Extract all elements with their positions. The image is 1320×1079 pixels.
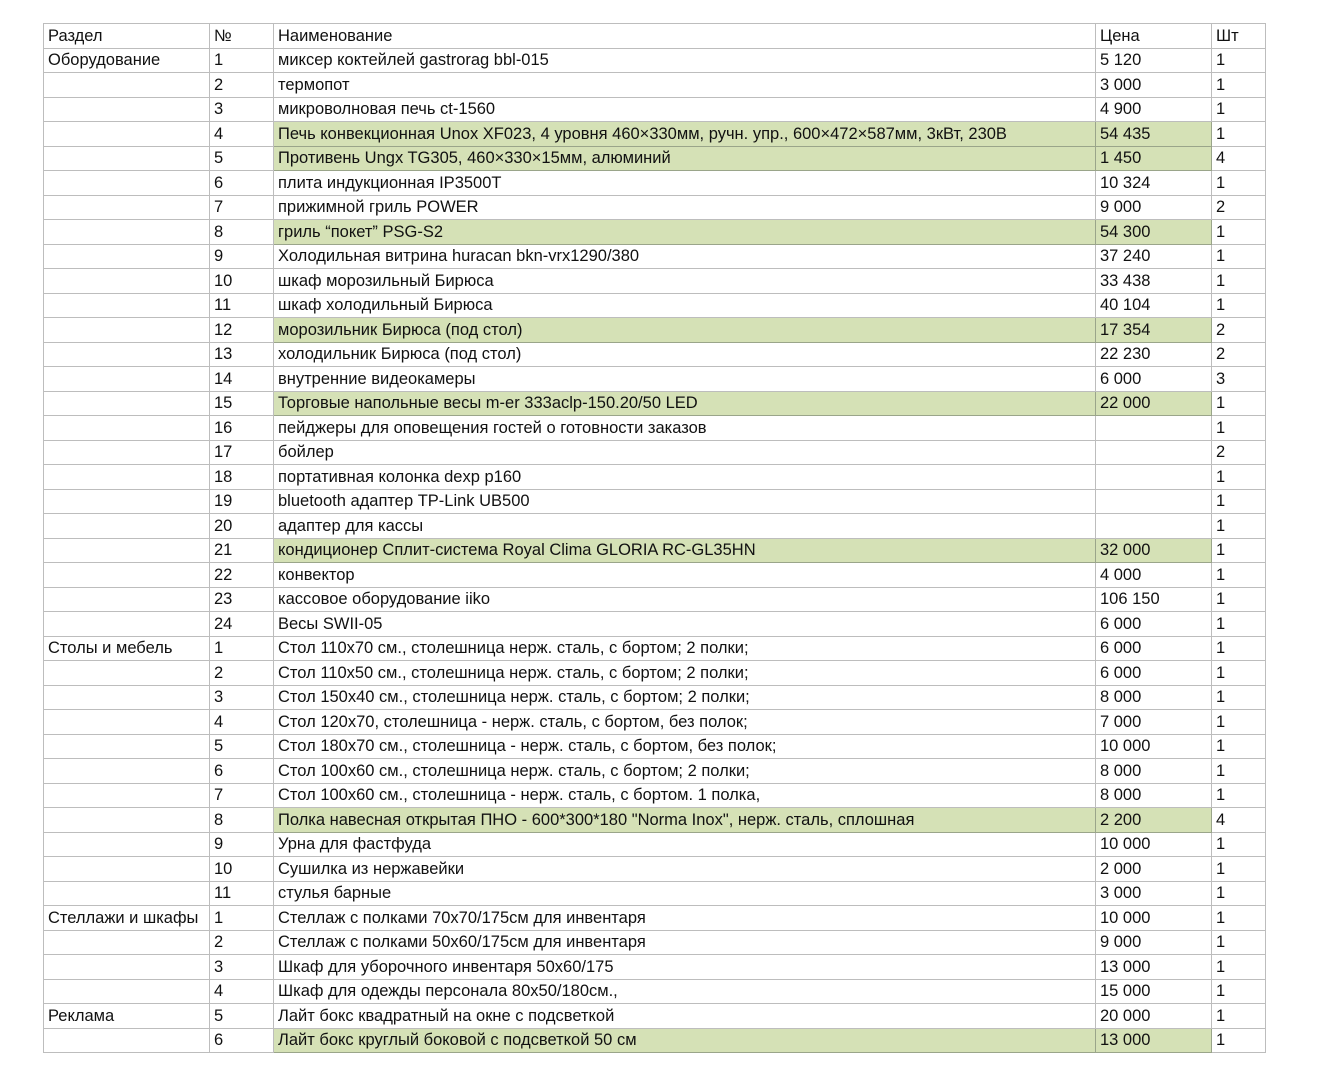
cell-section	[44, 416, 210, 441]
cell-number: 4	[210, 710, 274, 735]
cell-qty: 1	[1212, 955, 1266, 980]
cell-price: 54 300	[1096, 220, 1212, 245]
cell-name: прижимной гриль POWER	[274, 195, 1096, 220]
cell-name: кассовое оборудование iiko	[274, 587, 1096, 612]
cell-number: 8	[210, 808, 274, 833]
cell-number: 3	[210, 685, 274, 710]
header-section: Раздел	[44, 24, 210, 49]
cell-price: 40 104	[1096, 293, 1212, 318]
cell-qty: 1	[1212, 538, 1266, 563]
cell-qty: 1	[1212, 514, 1266, 539]
cell-price: 13 000	[1096, 1028, 1212, 1053]
cell-section	[44, 489, 210, 514]
table-row	[44, 122, 1266, 147]
cell-number: 4	[210, 979, 274, 1004]
cell-name: шкаф морозильный Бирюса	[274, 269, 1096, 294]
cell-price: 2 200	[1096, 808, 1212, 833]
table-row	[44, 220, 1266, 245]
table-row	[44, 342, 1266, 367]
cell-price: 17 354	[1096, 318, 1212, 343]
cell-section	[44, 465, 210, 490]
table-row	[44, 538, 1266, 563]
cell-number: 3	[210, 97, 274, 122]
cell-price: 6 000	[1096, 612, 1212, 637]
cell-name: микроволновая печь ct-1560	[274, 97, 1096, 122]
cell-section	[44, 146, 210, 171]
table-row	[44, 881, 1266, 906]
cell-price: 54 435	[1096, 122, 1212, 147]
cell-number: 6	[210, 171, 274, 196]
table-row	[44, 955, 1266, 980]
cell-number: 6	[210, 759, 274, 784]
table-row	[44, 244, 1266, 269]
table-row	[44, 48, 1266, 73]
cell-qty: 1	[1212, 930, 1266, 955]
table-row	[44, 489, 1266, 514]
cell-number: 2	[210, 930, 274, 955]
table-row	[44, 1004, 1266, 1029]
cell-price: 3 000	[1096, 73, 1212, 98]
cell-price: 9 000	[1096, 195, 1212, 220]
table-row	[44, 293, 1266, 318]
cell-qty: 1	[1212, 97, 1266, 122]
cell-qty: 1	[1212, 563, 1266, 588]
cell-qty: 1	[1212, 465, 1266, 490]
cell-name: Стол 100х60 см., столешница нерж. сталь, с бортом; 2 полки;	[274, 759, 1096, 784]
table-row	[44, 416, 1266, 441]
cell-section	[44, 808, 210, 833]
cell-number: 20	[210, 514, 274, 539]
cell-number: 1	[210, 48, 274, 73]
cell-price: 8 000	[1096, 759, 1212, 784]
cell-price: 20 000	[1096, 1004, 1212, 1029]
cell-section	[44, 955, 210, 980]
cell-name: Полка навесная открытая ПНО - 600*300*180 "Norma Inox", нерж. сталь, сплошная	[274, 808, 1096, 833]
cell-name: Лайт бокс квадратный на окне с подсветкой	[274, 1004, 1096, 1029]
table-row	[44, 97, 1266, 122]
cell-price: 10 000	[1096, 832, 1212, 857]
cell-qty: 1	[1212, 48, 1266, 73]
table-row	[44, 832, 1266, 857]
cell-number: 10	[210, 269, 274, 294]
cell-name: гриль “покет” PSG-S2	[274, 220, 1096, 245]
cell-price: 7 000	[1096, 710, 1212, 735]
cell-price: 2 000	[1096, 857, 1212, 882]
cell-price: 6 000	[1096, 636, 1212, 661]
cell-number: 21	[210, 538, 274, 563]
cell-number: 17	[210, 440, 274, 465]
cell-name: Холодильная витрина huracan bkn-vrx1290/380	[274, 244, 1096, 269]
cell-number: 9	[210, 832, 274, 857]
cell-qty: 3	[1212, 367, 1266, 392]
header-number: №	[210, 24, 274, 49]
cell-price: 4 900	[1096, 97, 1212, 122]
cell-section	[44, 318, 210, 343]
header-qty: Шт	[1212, 24, 1266, 49]
cell-section	[44, 930, 210, 955]
cell-qty: 1	[1212, 783, 1266, 808]
cell-qty: 2	[1212, 440, 1266, 465]
cell-qty: 1	[1212, 1028, 1266, 1053]
cell-name: Лайт бокс круглый боковой с подсветкой 50 см	[274, 1028, 1096, 1053]
cell-section	[44, 538, 210, 563]
cell-number: 12	[210, 318, 274, 343]
table-row	[44, 440, 1266, 465]
cell-section	[44, 244, 210, 269]
cell-qty: 1	[1212, 587, 1266, 612]
cell-price: 22 000	[1096, 391, 1212, 416]
table-body	[44, 48, 1266, 1053]
table-row	[44, 318, 1266, 343]
cell-name: плита индукционная IP3500T	[274, 171, 1096, 196]
table-row	[44, 661, 1266, 686]
cell-number: 5	[210, 734, 274, 759]
cell-price: 6 000	[1096, 367, 1212, 392]
table-row	[44, 930, 1266, 955]
cell-section	[44, 220, 210, 245]
cell-section	[44, 587, 210, 612]
cell-section	[44, 440, 210, 465]
cell-name: Стеллаж с полками 70х70/175см для инвентаря	[274, 906, 1096, 931]
cell-price: 10 000	[1096, 734, 1212, 759]
cell-section: Стеллажи и шкафы	[44, 906, 210, 931]
cell-qty: 1	[1212, 612, 1266, 637]
cell-price: 37 240	[1096, 244, 1212, 269]
cell-price: 13 000	[1096, 955, 1212, 980]
cell-section	[44, 710, 210, 735]
cell-name: портативная колонка dexp p160	[274, 465, 1096, 490]
cell-price: 32 000	[1096, 538, 1212, 563]
cell-section	[44, 734, 210, 759]
header-name: Наименование	[274, 24, 1096, 49]
table-row	[44, 979, 1266, 1004]
table-row	[44, 759, 1266, 784]
cell-price: 3 000	[1096, 881, 1212, 906]
cell-name: миксер коктейлей gastrorag bbl-015	[274, 48, 1096, 73]
cell-name: Стеллаж с полками 50х60/175см для инвентаря	[274, 930, 1096, 955]
cell-name: стулья барные	[274, 881, 1096, 906]
equipment-table	[43, 23, 1266, 1053]
cell-qty: 1	[1212, 832, 1266, 857]
cell-name: Урна для фастфуда	[274, 832, 1096, 857]
cell-name: кондиционер Сплит-система Royal Clima GLORIA RC-GL35HN	[274, 538, 1096, 563]
cell-number: 19	[210, 489, 274, 514]
cell-qty: 2	[1212, 342, 1266, 367]
cell-name: пейджеры для оповещения гостей о готовности заказов	[274, 416, 1096, 441]
cell-qty: 1	[1212, 906, 1266, 931]
cell-qty: 1	[1212, 734, 1266, 759]
cell-name: Шкаф для уборочного инвентаря 50х60/175	[274, 955, 1096, 980]
table-row	[44, 73, 1266, 98]
cell-qty: 4	[1212, 808, 1266, 833]
cell-name: шкаф холодильный Бирюса	[274, 293, 1096, 318]
cell-qty: 1	[1212, 73, 1266, 98]
cell-name: бойлер	[274, 440, 1096, 465]
cell-section	[44, 367, 210, 392]
cell-price	[1096, 465, 1212, 490]
table-row	[44, 808, 1266, 833]
table-row	[44, 710, 1266, 735]
cell-qty: 1	[1212, 489, 1266, 514]
table-row	[44, 685, 1266, 710]
cell-qty: 1	[1212, 293, 1266, 318]
cell-number: 4	[210, 122, 274, 147]
cell-name: Печь конвекционная Unox XF023, 4 уровня 460×330мм, ручн. упр., 600×472×587мм, 3кВт, 230В	[274, 122, 1096, 147]
table-row	[44, 857, 1266, 882]
cell-price: 10 324	[1096, 171, 1212, 196]
cell-section	[44, 661, 210, 686]
cell-number: 24	[210, 612, 274, 637]
cell-section	[44, 612, 210, 637]
table-row	[44, 367, 1266, 392]
cell-name: Весы SWII-05	[274, 612, 1096, 637]
table-row	[44, 391, 1266, 416]
table-row	[44, 146, 1266, 171]
cell-price: 10 000	[1096, 906, 1212, 931]
cell-qty: 2	[1212, 318, 1266, 343]
cell-qty: 1	[1212, 391, 1266, 416]
cell-number: 11	[210, 881, 274, 906]
table-row	[44, 514, 1266, 539]
table-row	[44, 612, 1266, 637]
table-row	[44, 734, 1266, 759]
cell-section: Оборудование	[44, 48, 210, 73]
cell-number: 22	[210, 563, 274, 588]
cell-qty: 1	[1212, 1004, 1266, 1029]
cell-number: 1	[210, 906, 274, 931]
cell-section	[44, 195, 210, 220]
cell-price: 106 150	[1096, 587, 1212, 612]
cell-qty: 1	[1212, 416, 1266, 441]
cell-number: 3	[210, 955, 274, 980]
cell-name: холодильник Бирюса (под стол)	[274, 342, 1096, 367]
cell-name: Сушилка из нержавейки	[274, 857, 1096, 882]
cell-qty: 4	[1212, 146, 1266, 171]
cell-section	[44, 97, 210, 122]
cell-qty: 1	[1212, 220, 1266, 245]
cell-name: Стол 100х60 см., столешница - нерж. сталь, с бортом. 1 полка,	[274, 783, 1096, 808]
cell-number: 10	[210, 857, 274, 882]
cell-number: 9	[210, 244, 274, 269]
cell-name: Стол 180х70 см., столешница - нерж. сталь, с бортом, без полок;	[274, 734, 1096, 759]
cell-qty: 1	[1212, 710, 1266, 735]
cell-name: конвектор	[274, 563, 1096, 588]
table-row	[44, 465, 1266, 490]
cell-section	[44, 857, 210, 882]
cell-section	[44, 759, 210, 784]
table-row	[44, 171, 1266, 196]
table-row	[44, 636, 1266, 661]
cell-section	[44, 979, 210, 1004]
cell-qty: 1	[1212, 661, 1266, 686]
cell-price: 4 000	[1096, 563, 1212, 588]
cell-section	[44, 832, 210, 857]
cell-name: морозильник Бирюса (под стол)	[274, 318, 1096, 343]
cell-name: Стол 110х70 см., столешница нерж. сталь, с бортом; 2 полки;	[274, 636, 1096, 661]
table-row	[44, 587, 1266, 612]
cell-name: Шкаф для одежды персонала 80х50/180см.,	[274, 979, 1096, 1004]
cell-section	[44, 73, 210, 98]
cell-section: Столы и мебель	[44, 636, 210, 661]
cell-section	[44, 563, 210, 588]
cell-section	[44, 391, 210, 416]
cell-price	[1096, 416, 1212, 441]
cell-number: 7	[210, 195, 274, 220]
cell-name: Стол 110х50 см., столешница нерж. сталь, с бортом; 2 полки;	[274, 661, 1096, 686]
table-row	[44, 195, 1266, 220]
cell-number: 5	[210, 1004, 274, 1029]
cell-name: внутренние видеокамеры	[274, 367, 1096, 392]
cell-section	[44, 122, 210, 147]
header-row	[44, 24, 1266, 49]
cell-price: 33 438	[1096, 269, 1212, 294]
cell-name: Торговые напольные весы m-er 333aclp-150.20/50 LED	[274, 391, 1096, 416]
cell-name: bluetooth адаптер TP-Link UB500	[274, 489, 1096, 514]
cell-name: Стол 150х40 см., столешница нерж. сталь, с бортом; 2 полки;	[274, 685, 1096, 710]
cell-name: Стол 120х70, столешница - нерж. сталь, с бортом, без полок;	[274, 710, 1096, 735]
cell-number: 2	[210, 73, 274, 98]
cell-number: 5	[210, 146, 274, 171]
cell-price: 8 000	[1096, 783, 1212, 808]
cell-section	[44, 171, 210, 196]
cell-number: 18	[210, 465, 274, 490]
cell-number: 11	[210, 293, 274, 318]
cell-number: 13	[210, 342, 274, 367]
cell-number: 16	[210, 416, 274, 441]
cell-number: 23	[210, 587, 274, 612]
cell-section	[44, 342, 210, 367]
cell-name: Противень Ungx TG305, 460×330×15мм, алюминий	[274, 146, 1096, 171]
cell-section: Реклама	[44, 1004, 210, 1029]
cell-price: 15 000	[1096, 979, 1212, 1004]
cell-qty: 1	[1212, 244, 1266, 269]
cell-name: термопот	[274, 73, 1096, 98]
cell-name: адаптер для кассы	[274, 514, 1096, 539]
cell-qty: 1	[1212, 636, 1266, 661]
cell-number: 1	[210, 636, 274, 661]
cell-section	[44, 783, 210, 808]
cell-number: 8	[210, 220, 274, 245]
cell-price: 1 450	[1096, 146, 1212, 171]
cell-section	[44, 514, 210, 539]
table-row	[44, 783, 1266, 808]
cell-qty: 1	[1212, 979, 1266, 1004]
cell-qty: 1	[1212, 171, 1266, 196]
header-price: Цена	[1096, 24, 1212, 49]
cell-section	[44, 1028, 210, 1053]
cell-number: 15	[210, 391, 274, 416]
cell-qty: 2	[1212, 195, 1266, 220]
cell-price: 5 120	[1096, 48, 1212, 73]
cell-section	[44, 881, 210, 906]
cell-qty: 1	[1212, 857, 1266, 882]
table-row	[44, 269, 1266, 294]
cell-price	[1096, 514, 1212, 539]
cell-section	[44, 685, 210, 710]
cell-price: 9 000	[1096, 930, 1212, 955]
cell-price: 22 230	[1096, 342, 1212, 367]
cell-price	[1096, 489, 1212, 514]
table-row	[44, 1028, 1266, 1053]
cell-number: 6	[210, 1028, 274, 1053]
cell-number: 2	[210, 661, 274, 686]
cell-number: 14	[210, 367, 274, 392]
cell-qty: 1	[1212, 122, 1266, 147]
cell-price	[1096, 440, 1212, 465]
cell-section	[44, 293, 210, 318]
cell-price: 6 000	[1096, 661, 1212, 686]
cell-qty: 1	[1212, 759, 1266, 784]
cell-section	[44, 269, 210, 294]
cell-price: 8 000	[1096, 685, 1212, 710]
table-row	[44, 906, 1266, 931]
cell-number: 7	[210, 783, 274, 808]
cell-qty: 1	[1212, 881, 1266, 906]
cell-qty: 1	[1212, 685, 1266, 710]
table-row	[44, 563, 1266, 588]
cell-qty: 1	[1212, 269, 1266, 294]
